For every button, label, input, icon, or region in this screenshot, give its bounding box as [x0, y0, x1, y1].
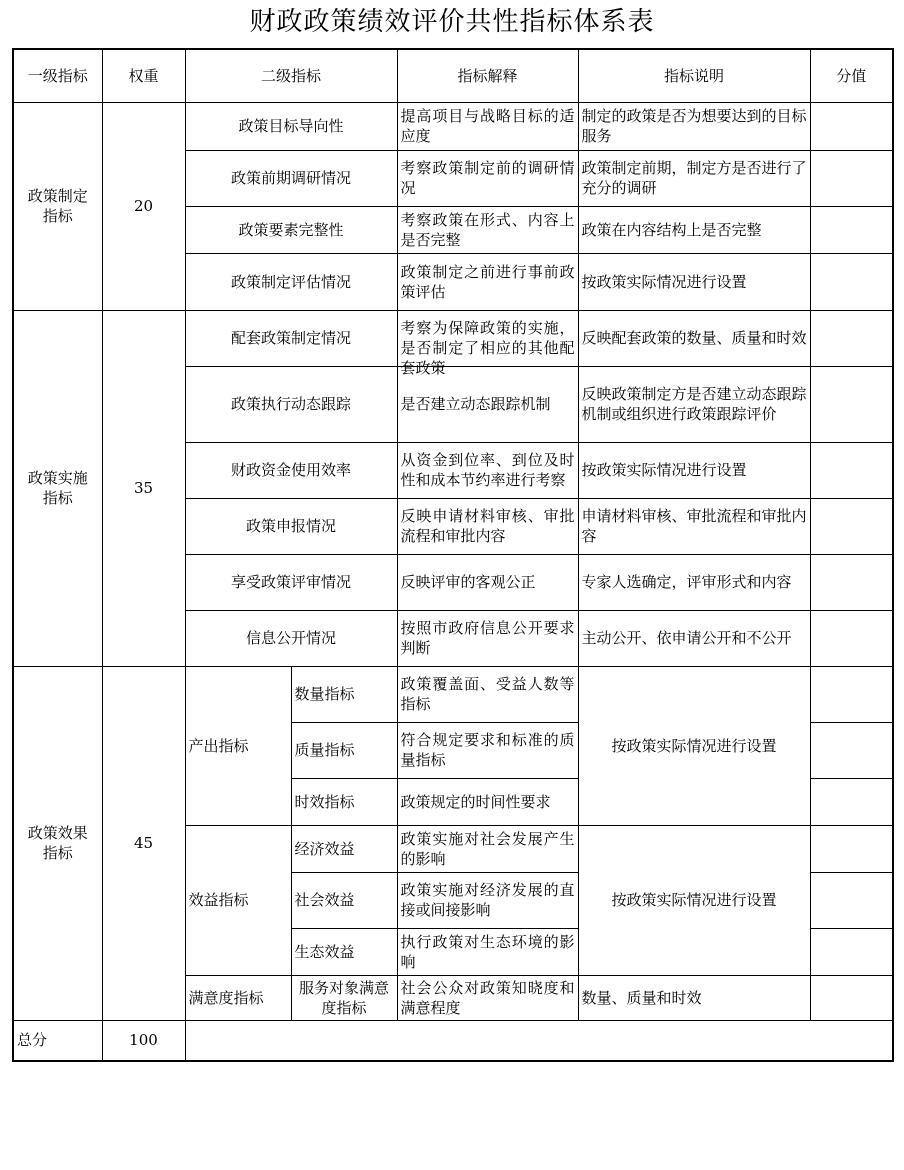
- description-cell: 申请材料审核、审批流程和审批内容: [578, 498, 810, 554]
- score-cell[interactable]: [810, 442, 893, 498]
- indicator-cell: 享受政策评审情况: [185, 554, 397, 610]
- sub-indicator-cell: 生态效益: [291, 928, 397, 975]
- explanation-text: 考察为保障政策的实施，是否制定了相应的其他配套政策: [400, 319, 575, 377]
- indicator-table: [12, 48, 894, 1062]
- description-cell: 按政策实际情况进行设置: [578, 442, 810, 498]
- output-description: 按政策实际情况进行设置: [578, 666, 810, 825]
- total-weight: 100: [102, 1020, 185, 1061]
- explanation-cell: 政策规定的时间性要求: [397, 778, 578, 825]
- score-cell[interactable]: [810, 310, 893, 366]
- sub-indicator-cell: 服务对象满意度指标: [291, 975, 397, 1020]
- description-cell: 政策制定前期，制定方是否进行了充分的调研: [578, 150, 810, 206]
- description-cell: 反映政策制定方是否建立动态跟踪机制或组织进行政策跟踪评价: [578, 366, 810, 442]
- explanation-cell: 政策制定之前进行事前政策评估: [397, 253, 578, 310]
- explanation-cell: 反映评审的客观公正: [397, 554, 578, 610]
- explanation-cell: 按照市政府信息公开要求判断: [397, 610, 578, 666]
- description-cell: 专家人选确定，评审形式和内容: [578, 554, 810, 610]
- sub-indicator-cell: 数量指标: [291, 666, 397, 722]
- score-cell[interactable]: [810, 150, 893, 206]
- output-indicator-name: 产出指标: [185, 666, 291, 825]
- indicator-cell: 政策前期调研情况: [185, 150, 397, 206]
- indicator-cell: 政策要素完整性: [185, 206, 397, 253]
- explanation-cell: [397, 442, 578, 498]
- explanation-cell: 提高项目与战略目标的适应度: [397, 102, 578, 150]
- total-label: 总分: [13, 1020, 102, 1061]
- header-level2: 二级指标: [185, 49, 397, 102]
- header-score: 分值: [810, 49, 893, 102]
- score-cell[interactable]: [810, 778, 893, 825]
- explanation-cell: 政策实施对经济发展的直接或间接影响: [397, 872, 578, 928]
- score-cell[interactable]: [810, 722, 893, 778]
- sub-indicator-cell: 社会效益: [291, 872, 397, 928]
- explanation-cell: 符合规定要求和标准的质量指标: [397, 722, 578, 778]
- explanation-cell: 社会公众对政策知晓度和满意程度: [397, 975, 578, 1020]
- description-cell: 制定的政策是否为想要达到的目标服务: [578, 102, 810, 150]
- score-cell[interactable]: [810, 206, 893, 253]
- explanation-text: 从资金到位率、到位及时性和成本节约率进行考察: [400, 451, 575, 489]
- table-row: [13, 666, 893, 722]
- indicator-cell: 信息公开情况: [185, 610, 397, 666]
- indicator-cell: 政策制定评估情况: [185, 253, 397, 310]
- description-cell: 数量、质量和时效: [578, 975, 810, 1020]
- benefit-indicator-name: 效益指标: [185, 825, 291, 975]
- indicator-cell: 政策执行动态跟踪: [185, 366, 397, 442]
- header-description: 指标说明: [578, 49, 810, 102]
- group-implementation-weight: 35: [102, 310, 185, 666]
- explanation-cell: 政策覆盖面、受益人数等指标: [397, 666, 578, 722]
- header-explanation: 指标解释: [397, 49, 578, 102]
- description-cell: 政策在内容结构上是否完整: [578, 206, 810, 253]
- explanation-cell: 政策实施对社会发展产生的影响: [397, 825, 578, 872]
- score-cell[interactable]: [810, 825, 893, 872]
- header-level1: 一级指标: [13, 49, 102, 102]
- page-title: 财政政策绩效评价共性指标体系表: [249, 7, 655, 37]
- score-cell[interactable]: [810, 610, 893, 666]
- description-cell: 主动公开、依申请公开和不公开: [578, 610, 810, 666]
- score-cell[interactable]: [810, 666, 893, 722]
- description-cell: 反映配套政策的数量、质量和时效: [578, 310, 810, 366]
- header-row: [13, 49, 893, 102]
- explanation-cell: 考察政策制定前的调研情况: [397, 150, 578, 206]
- indicator-cell: 配套政策制定情况: [185, 310, 397, 366]
- benefit-description: 按政策实际情况进行设置: [578, 825, 810, 975]
- group-formulation-name: 政策制定 指标: [13, 102, 102, 310]
- explanation-cell: 执行政策对生态环境的影响: [397, 928, 578, 975]
- score-cell[interactable]: [810, 498, 893, 554]
- description-cell: 按政策实际情况进行设置: [578, 253, 810, 310]
- table-row: [13, 102, 893, 150]
- total-score-cell[interactable]: [185, 1020, 893, 1061]
- explanation-cell: 反映申请材料审核、审批流程和审批内容: [397, 498, 578, 554]
- score-cell[interactable]: [810, 975, 893, 1020]
- header-weight: 权重: [102, 49, 185, 102]
- score-cell[interactable]: [810, 872, 893, 928]
- sub-indicator-cell: 经济效益: [291, 825, 397, 872]
- score-cell[interactable]: [810, 928, 893, 975]
- group-formulation-weight: 20: [102, 102, 185, 310]
- satisfaction-indicator-name: 满意度指标: [185, 975, 291, 1020]
- explanation-cell: [397, 310, 578, 377]
- table-row: [13, 310, 893, 366]
- score-cell[interactable]: [810, 253, 893, 310]
- score-cell[interactable]: [810, 102, 893, 150]
- explanation-cell: 是否建立动态跟踪机制: [397, 366, 578, 442]
- total-row: [13, 1020, 893, 1061]
- sub-indicator-cell: 质量指标: [291, 722, 397, 778]
- indicator-cell: 政策目标导向性: [185, 102, 397, 150]
- score-cell[interactable]: [810, 554, 893, 610]
- indicator-cell: 政策申报情况: [185, 498, 397, 554]
- group-effect-weight: 45: [102, 666, 185, 1020]
- sub-indicator-cell: 时效指标: [291, 778, 397, 825]
- indicator-cell: 财政资金使用效率: [185, 442, 397, 498]
- group-effect-name: 政策效果 指标: [13, 666, 102, 1020]
- explanation-cell: 考察政策在形式、内容上是否完整: [397, 206, 578, 253]
- group-implementation-name: 政策实施 指标: [13, 310, 102, 666]
- score-cell[interactable]: [810, 366, 893, 442]
